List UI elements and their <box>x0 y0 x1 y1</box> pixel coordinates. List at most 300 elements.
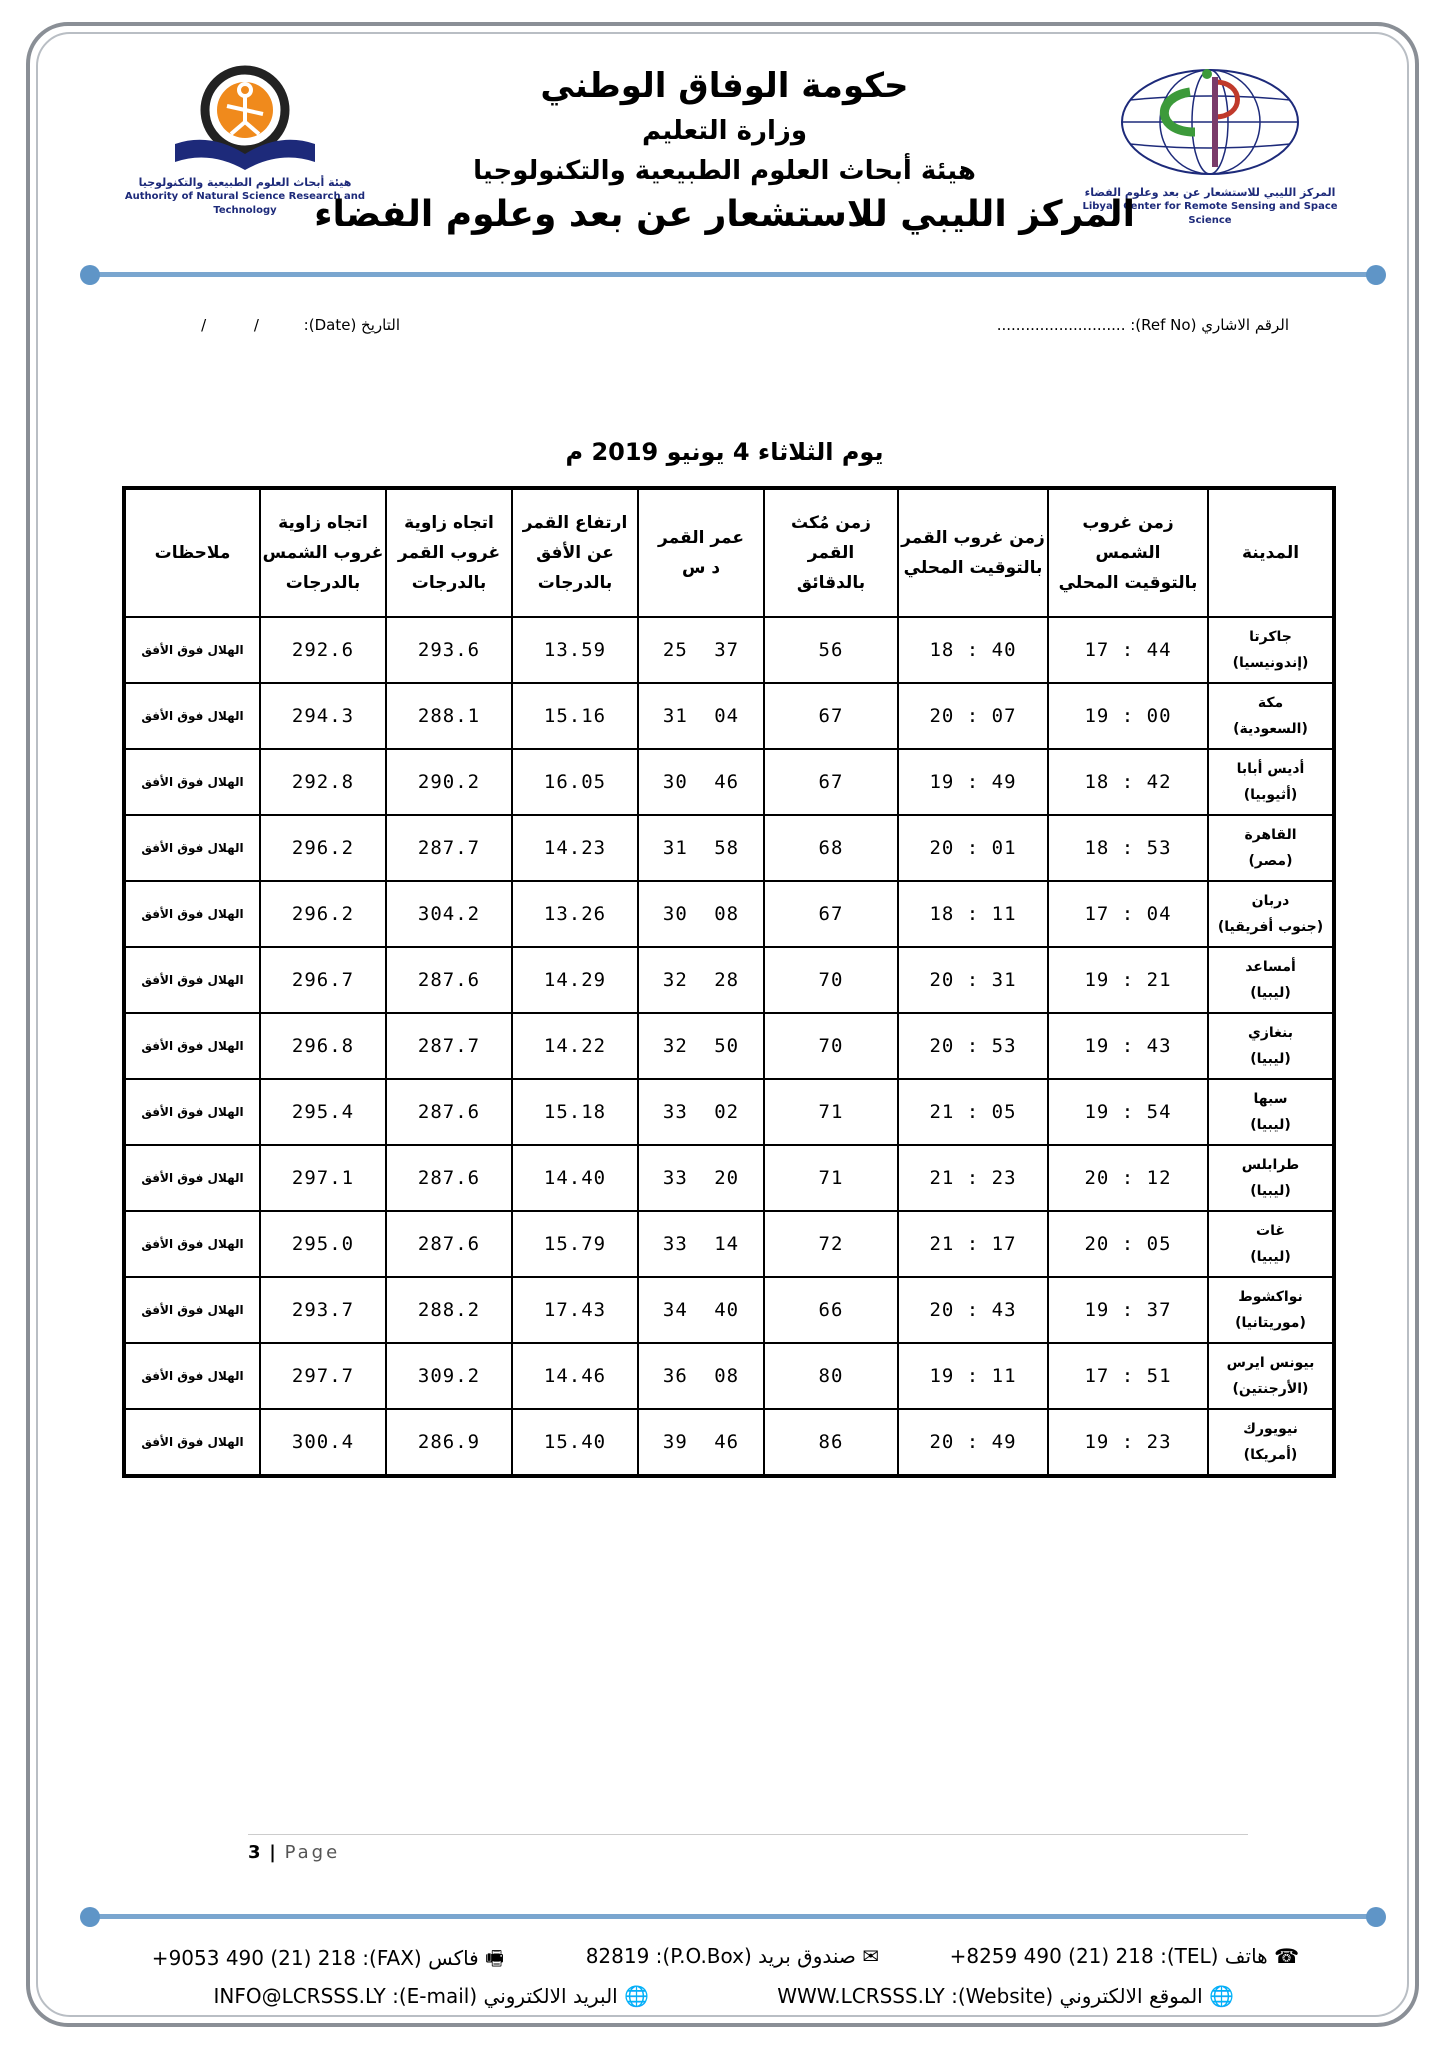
note-cell: الهلال فوق الأفق <box>124 881 260 947</box>
sunset-value: 19 : 00 <box>1084 705 1172 727</box>
column-header-line: بالدرجات <box>285 573 361 593</box>
stay-value: 56 <box>818 639 844 661</box>
moon-az-value: 309.2 <box>417 1365 481 1387</box>
sun-az-value: 296.2 <box>291 903 355 925</box>
alt-value: 14.29 <box>543 969 607 991</box>
footer-tel-text: هاتف (TEL): 8259 490 (21) 218+ <box>949 1944 1268 1968</box>
header-rule-dot-right <box>1366 265 1386 285</box>
city-name: دربان <box>1251 893 1290 909</box>
age-cell <box>638 749 764 815</box>
alt-value: 17.43 <box>543 1299 607 1321</box>
column-header-line: بالتوقيت المحلي <box>1058 573 1198 593</box>
city-cell <box>1208 1211 1334 1277</box>
note-cell: الهلال فوق الأفق <box>124 1079 260 1145</box>
moonset-cell <box>898 1277 1048 1343</box>
lcrsss-logo-caption-en: Libyan Center for Remote Sensing and Space Science <box>1082 201 1338 226</box>
moonset-value: 21 : 23 <box>929 1167 1017 1189</box>
page-number-rule <box>248 1834 1248 1835</box>
alt-value: 13.26 <box>543 903 607 925</box>
ref-no-label: الرقم الاشاري (Ref No): <box>1130 316 1289 334</box>
stay-value: 71 <box>818 1167 844 1189</box>
moon-az-value: 304.2 <box>417 903 481 925</box>
age-cell <box>638 683 764 749</box>
city-cell <box>1208 1343 1334 1409</box>
city-cell <box>1208 617 1334 683</box>
moon-az-cell <box>386 881 512 947</box>
table-row <box>124 749 1334 815</box>
sun-az-value: 295.4 <box>291 1101 355 1123</box>
sunset-value: 19 : 43 <box>1084 1035 1172 1057</box>
column-header-line: بالدقائق <box>796 573 866 593</box>
date-slashes: / / <box>201 316 259 334</box>
sun-az-value: 296.2 <box>291 837 355 859</box>
moon-az-cell <box>386 1277 512 1343</box>
note-cell: الهلال فوق الأفق <box>124 1409 260 1476</box>
sun-az-value: 294.3 <box>291 705 355 727</box>
sun-az-cell <box>260 1145 386 1211</box>
sunset-cell <box>1048 1409 1208 1476</box>
column-header <box>1048 488 1208 617</box>
alt-cell <box>512 1145 638 1211</box>
sunset-value: 18 : 53 <box>1084 837 1172 859</box>
note-cell: الهلال فوق الأفق <box>124 1343 260 1409</box>
sunset-cell <box>1048 683 1208 749</box>
sunset-cell <box>1048 947 1208 1013</box>
footer-website <box>777 1984 1234 2008</box>
sun-az-cell <box>260 815 386 881</box>
age-value: 32 28 <box>662 969 740 991</box>
moonset-cell <box>898 683 1048 749</box>
alt-cell <box>512 749 638 815</box>
lcrsss-logo-caption-ar: المركز الليبي للاستشعار عن بعد وعلوم الفضاء <box>1084 186 1336 199</box>
moonset-value: 20 : 49 <box>929 1431 1017 1453</box>
alt-value: 15.18 <box>543 1101 607 1123</box>
stay-cell <box>764 683 898 749</box>
column-header <box>1208 488 1334 617</box>
moonset-value: 20 : 31 <box>929 969 1017 991</box>
note-cell: الهلال فوق الأفق <box>124 1013 260 1079</box>
stay-cell <box>764 1013 898 1079</box>
column-header-line: زمن غروب الشمس <box>1082 513 1174 563</box>
alt-value: 14.46 <box>543 1365 607 1387</box>
sunset-cell <box>1048 1013 1208 1079</box>
sun-az-value: 295.0 <box>291 1233 355 1255</box>
alt-value: 13.59 <box>543 639 607 661</box>
moonset-value: 18 : 11 <box>929 903 1017 925</box>
country-name: (ليبيا) <box>1250 1051 1291 1067</box>
sun-az-cell <box>260 881 386 947</box>
moon-az-value: 288.2 <box>417 1299 481 1321</box>
note-cell: الهلال فوق الأفق <box>124 1211 260 1277</box>
column-header-line: زمن غروب القمر <box>901 528 1045 548</box>
sun-az-value: 296.7 <box>291 969 355 991</box>
page-word: Page <box>284 1842 341 1863</box>
sunset-value: 17 : 04 <box>1084 903 1172 925</box>
stay-value: 68 <box>818 837 844 859</box>
ref-no-dots: ........................... <box>996 316 1126 334</box>
fax-icon: 🖷 <box>485 1946 504 1970</box>
column-header-line: غروب القمر <box>397 543 501 563</box>
stay-value: 66 <box>818 1299 844 1321</box>
footer-pobox-text: صندوق بريد (P.O.Box): 82819 <box>585 1944 856 1968</box>
city-cell <box>1208 1277 1334 1343</box>
ministry-name: وزارة التعليم <box>642 116 807 146</box>
alt-cell <box>512 1211 638 1277</box>
stay-value: 80 <box>818 1365 844 1387</box>
column-header-line: ملاحظات <box>154 543 231 563</box>
age-cell <box>638 815 764 881</box>
country-name: (جنوب أفريقيا) <box>1217 919 1324 935</box>
city-name: بنغازي <box>1247 1025 1294 1041</box>
alt-cell <box>512 1277 638 1343</box>
moonset-value: 19 : 49 <box>929 771 1017 793</box>
column-header <box>260 488 386 617</box>
country-name: (السعودية) <box>1233 721 1308 737</box>
age-cell <box>638 1211 764 1277</box>
country-name: (ليبيا) <box>1250 1117 1291 1133</box>
sun-az-cell <box>260 617 386 683</box>
city-name: أديس أبابا <box>1236 761 1305 777</box>
column-header <box>764 488 898 617</box>
moonset-cell <box>898 1013 1048 1079</box>
column-header <box>124 488 260 617</box>
age-cell <box>638 1277 764 1343</box>
alt-value: 15.79 <box>543 1233 607 1255</box>
sunset-cell <box>1048 617 1208 683</box>
alt-cell <box>512 815 638 881</box>
sunset-value: 19 : 23 <box>1084 1431 1172 1453</box>
moon-az-cell <box>386 1211 512 1277</box>
stay-cell <box>764 1079 898 1145</box>
column-header <box>512 488 638 617</box>
moon-az-cell <box>386 815 512 881</box>
city-name: نواكشوط <box>1238 1289 1303 1305</box>
moon-az-value: 293.6 <box>417 639 481 661</box>
moon-az-value: 287.6 <box>417 1233 481 1255</box>
footer-rule <box>88 1914 1376 1919</box>
sunset-value: 20 : 12 <box>1084 1167 1172 1189</box>
city-cell <box>1208 881 1334 947</box>
age-cell <box>638 617 764 683</box>
stay-cell <box>764 1343 898 1409</box>
alt-value: 16.05 <box>543 771 607 793</box>
moon-sighting-table <box>122 486 1336 1478</box>
city-cell <box>1208 1145 1334 1211</box>
sun-az-value: 297.1 <box>291 1167 355 1189</box>
ref-no <box>997 316 1289 334</box>
note-cell: الهلال فوق الأفق <box>124 617 260 683</box>
authority-logo-caption-en: Authority of Natural Science Research and Technology <box>124 191 366 216</box>
table-row <box>124 1079 1334 1145</box>
alt-value: 15.16 <box>543 705 607 727</box>
moon-az-value: 287.6 <box>417 1167 481 1189</box>
column-header-line: د س <box>681 558 721 578</box>
city-name: جاكرتا <box>1249 629 1292 645</box>
age-value: 39 46 <box>662 1431 740 1453</box>
stay-cell <box>764 881 898 947</box>
table-row <box>124 881 1334 947</box>
country-name: (الأرجنتين) <box>1232 1381 1309 1397</box>
stay-cell <box>764 1211 898 1277</box>
age-cell <box>638 1079 764 1145</box>
stay-value: 70 <box>818 1035 844 1057</box>
alt-cell <box>512 1343 638 1409</box>
alt-cell <box>512 1013 638 1079</box>
age-value: 33 14 <box>662 1233 740 1255</box>
table-row <box>124 947 1334 1013</box>
note-cell: الهلال فوق الأفق <box>124 1145 260 1211</box>
age-cell <box>638 947 764 1013</box>
moon-az-value: 286.9 <box>417 1431 481 1453</box>
moonset-value: 20 : 01 <box>929 837 1017 859</box>
moonset-cell <box>898 1145 1048 1211</box>
header-rule <box>88 272 1376 277</box>
date-label: التاريخ (Date): <box>303 316 400 334</box>
sunset-value: 17 : 51 <box>1084 1365 1172 1387</box>
moon-az-value: 288.1 <box>417 705 481 727</box>
age-value: 34 40 <box>662 1299 740 1321</box>
moonset-cell <box>898 815 1048 881</box>
sun-az-value: 296.8 <box>291 1035 355 1057</box>
note-cell: الهلال فوق الأفق <box>124 1277 260 1343</box>
sun-az-value: 300.4 <box>291 1431 355 1453</box>
footer-fax-text: فاكس (FAX): 9053 490 (21) 218+ <box>151 1946 479 1970</box>
footer-email-text: البريد الالكتروني (E-mail): INFO@LCRSSS.LY <box>213 1984 618 2008</box>
column-header-line: زمن مُكث القمر <box>791 513 871 563</box>
moonset-cell <box>898 1409 1048 1476</box>
city-cell <box>1208 815 1334 881</box>
sunset-value: 20 : 05 <box>1084 1233 1172 1255</box>
city-name: نيويورك <box>1243 1421 1298 1437</box>
date-field <box>160 316 400 334</box>
government-name: حكومة الوفاق الوطني <box>540 66 909 106</box>
table-row <box>124 1013 1334 1079</box>
moonset-cell <box>898 1211 1048 1277</box>
moonset-cell <box>898 617 1048 683</box>
column-header-line: اتجاه زاوية <box>404 513 494 533</box>
moonset-cell <box>898 749 1048 815</box>
table-header-row <box>124 488 1334 617</box>
page-number <box>248 1842 340 1863</box>
sun-az-value: 293.7 <box>291 1299 355 1321</box>
moonset-value: 20 : 53 <box>929 1035 1017 1057</box>
column-header-line: اتجاه زاوية <box>278 513 368 533</box>
table-title: يوم الثلاثاء 4 يونيو 2019 م <box>565 438 884 466</box>
moon-az-cell <box>386 1013 512 1079</box>
country-name: (ليبيا) <box>1250 1183 1291 1199</box>
phone-icon: ☎ <box>1274 1944 1299 1968</box>
country-name: (مصر) <box>1248 853 1293 869</box>
moonset-value: 21 : 17 <box>929 1233 1017 1255</box>
alt-value: 14.23 <box>543 837 607 859</box>
age-cell <box>638 1409 764 1476</box>
sun-az-value: 292.6 <box>291 639 355 661</box>
alt-value: 15.40 <box>543 1431 607 1453</box>
email-icon: 🌐 <box>624 1984 649 2008</box>
moonset-value: 18 : 40 <box>929 639 1017 661</box>
authority-logo-caption-ar: هيئة أبحاث العلوم الطبيعية والتكنولوجيا <box>138 176 352 189</box>
moon-az-value: 287.7 <box>417 837 481 859</box>
alt-value: 14.40 <box>543 1167 607 1189</box>
stay-cell <box>764 1145 898 1211</box>
note-cell: الهلال فوق الأفق <box>124 947 260 1013</box>
footer-email <box>213 1984 649 2008</box>
alt-value: 14.22 <box>543 1035 607 1057</box>
city-cell <box>1208 1013 1334 1079</box>
stay-value: 70 <box>818 969 844 991</box>
sunset-cell <box>1048 1343 1208 1409</box>
column-header <box>638 488 764 617</box>
note-cell: الهلال فوق الأفق <box>124 815 260 881</box>
stay-cell <box>764 617 898 683</box>
stay-value: 72 <box>818 1233 844 1255</box>
age-value: 31 58 <box>662 837 740 859</box>
sun-az-cell <box>260 683 386 749</box>
city-cell <box>1208 947 1334 1013</box>
stay-value: 71 <box>818 1101 844 1123</box>
age-value: 36 08 <box>662 1365 740 1387</box>
country-name: (إندونيسيا) <box>1232 655 1309 671</box>
country-name: (أمريكا) <box>1243 1447 1298 1463</box>
moon-az-value: 287.7 <box>417 1035 481 1057</box>
sun-az-value: 292.8 <box>291 771 355 793</box>
table-row <box>124 683 1334 749</box>
moonset-value: 19 : 11 <box>929 1365 1017 1387</box>
table-row <box>124 1409 1334 1476</box>
moon-az-value: 290.2 <box>417 771 481 793</box>
sunset-value: 18 : 42 <box>1084 771 1172 793</box>
moon-az-cell <box>386 683 512 749</box>
footer-pobox <box>586 1944 879 1968</box>
moon-az-cell <box>386 749 512 815</box>
sunset-value: 19 : 37 <box>1084 1299 1172 1321</box>
city-name: مكة <box>1257 695 1284 711</box>
column-header <box>898 488 1048 617</box>
age-cell <box>638 1343 764 1409</box>
country-name: (موريتانيا) <box>1235 1315 1306 1331</box>
moonset-cell <box>898 1079 1048 1145</box>
age-value: 33 20 <box>662 1167 740 1189</box>
moon-az-value: 287.6 <box>417 969 481 991</box>
alt-cell <box>512 947 638 1013</box>
stay-value: 67 <box>818 705 844 727</box>
age-value: 31 04 <box>662 705 740 727</box>
city-cell <box>1208 1409 1334 1476</box>
alt-cell <box>512 881 638 947</box>
moonset-value: 21 : 05 <box>929 1101 1017 1123</box>
sunset-cell <box>1048 1211 1208 1277</box>
alt-cell <box>512 1079 638 1145</box>
moonset-cell <box>898 947 1048 1013</box>
page-number-sep: | <box>269 1842 276 1863</box>
city-cell <box>1208 1079 1334 1145</box>
age-value: 30 08 <box>662 903 740 925</box>
alt-cell <box>512 683 638 749</box>
column-header-line: بالدرجات <box>411 573 487 593</box>
header-rule-dot-left <box>80 265 100 285</box>
sun-az-value: 297.7 <box>291 1365 355 1387</box>
stay-value: 86 <box>818 1431 844 1453</box>
column-header-line: بالدرجات <box>537 573 613 593</box>
authority-name: هيئة أبحاث العلوم الطبيعية والتكنولوجيا <box>473 156 976 186</box>
sun-az-cell <box>260 1079 386 1145</box>
sun-az-cell <box>260 1409 386 1476</box>
note-cell: الهلال فوق الأفق <box>124 683 260 749</box>
moon-az-value: 287.6 <box>417 1101 481 1123</box>
sun-az-cell <box>260 749 386 815</box>
moon-az-cell <box>386 1409 512 1476</box>
country-name: (أثيوبيا) <box>1243 787 1298 803</box>
sunset-value: 19 : 54 <box>1084 1101 1172 1123</box>
city-name: غات <box>1256 1223 1285 1239</box>
mailbox-icon: ✉ <box>862 1944 879 1968</box>
table-row <box>124 1145 1334 1211</box>
moonset-cell <box>898 881 1048 947</box>
sun-az-cell <box>260 1343 386 1409</box>
moon-az-cell <box>386 1079 512 1145</box>
city-cell <box>1208 683 1334 749</box>
sunset-cell <box>1048 1145 1208 1211</box>
country-name: (ليبيا) <box>1250 1249 1291 1265</box>
globe-icon: 🌐 <box>1209 1984 1234 2008</box>
table-row <box>124 1277 1334 1343</box>
table-row <box>124 815 1334 881</box>
city-name: القاهرة <box>1244 827 1297 843</box>
stay-cell <box>764 815 898 881</box>
sun-az-cell <box>260 1277 386 1343</box>
column-header-line: بالتوقيت المحلي <box>903 558 1043 578</box>
sun-az-cell <box>260 947 386 1013</box>
moon-az-cell <box>386 1343 512 1409</box>
sunset-cell <box>1048 815 1208 881</box>
city-name: طرابلس <box>1241 1157 1300 1173</box>
column-header <box>386 488 512 617</box>
sunset-value: 17 : 44 <box>1084 639 1172 661</box>
column-header-line: ارتفاع القمر <box>522 513 628 533</box>
alt-cell <box>512 617 638 683</box>
moon-az-cell <box>386 617 512 683</box>
column-header-line: المدينة <box>1241 543 1300 563</box>
stay-cell <box>764 947 898 1013</box>
country-name: (ليبيا) <box>1250 985 1291 1001</box>
age-value: 30 46 <box>662 771 740 793</box>
stay-cell <box>764 1409 898 1476</box>
stay-value: 67 <box>818 771 844 793</box>
stay-cell <box>764 1277 898 1343</box>
table-row <box>124 1343 1334 1409</box>
column-header-line: عمر القمر <box>658 528 744 548</box>
center-name: المركز الليبي للاستشعار عن بعد وعلوم الفضاء <box>314 194 1135 235</box>
city-name: بيونس ايرس <box>1226 1355 1315 1371</box>
footer-website-text: الموقع الالكتروني (Website): WWW.LCRSSS.LY <box>777 1984 1203 2008</box>
moonset-value: 20 : 43 <box>929 1299 1017 1321</box>
age-value: 32 50 <box>662 1035 740 1057</box>
footer-rule-dot-left <box>80 1907 100 1927</box>
alt-cell <box>512 1409 638 1476</box>
sunset-value: 19 : 21 <box>1084 969 1172 991</box>
table-row <box>124 1211 1334 1277</box>
note-cell: الهلال فوق الأفق <box>124 749 260 815</box>
sun-az-cell <box>260 1013 386 1079</box>
moonset-cell <box>898 1343 1048 1409</box>
footer-fax <box>152 1944 504 1978</box>
table-row <box>124 617 1334 683</box>
sunset-cell <box>1048 749 1208 815</box>
age-value: 33 02 <box>662 1101 740 1123</box>
city-name: أمساعد <box>1245 959 1296 975</box>
footer-rule-dot-right <box>1366 1907 1386 1927</box>
stay-cell <box>764 749 898 815</box>
